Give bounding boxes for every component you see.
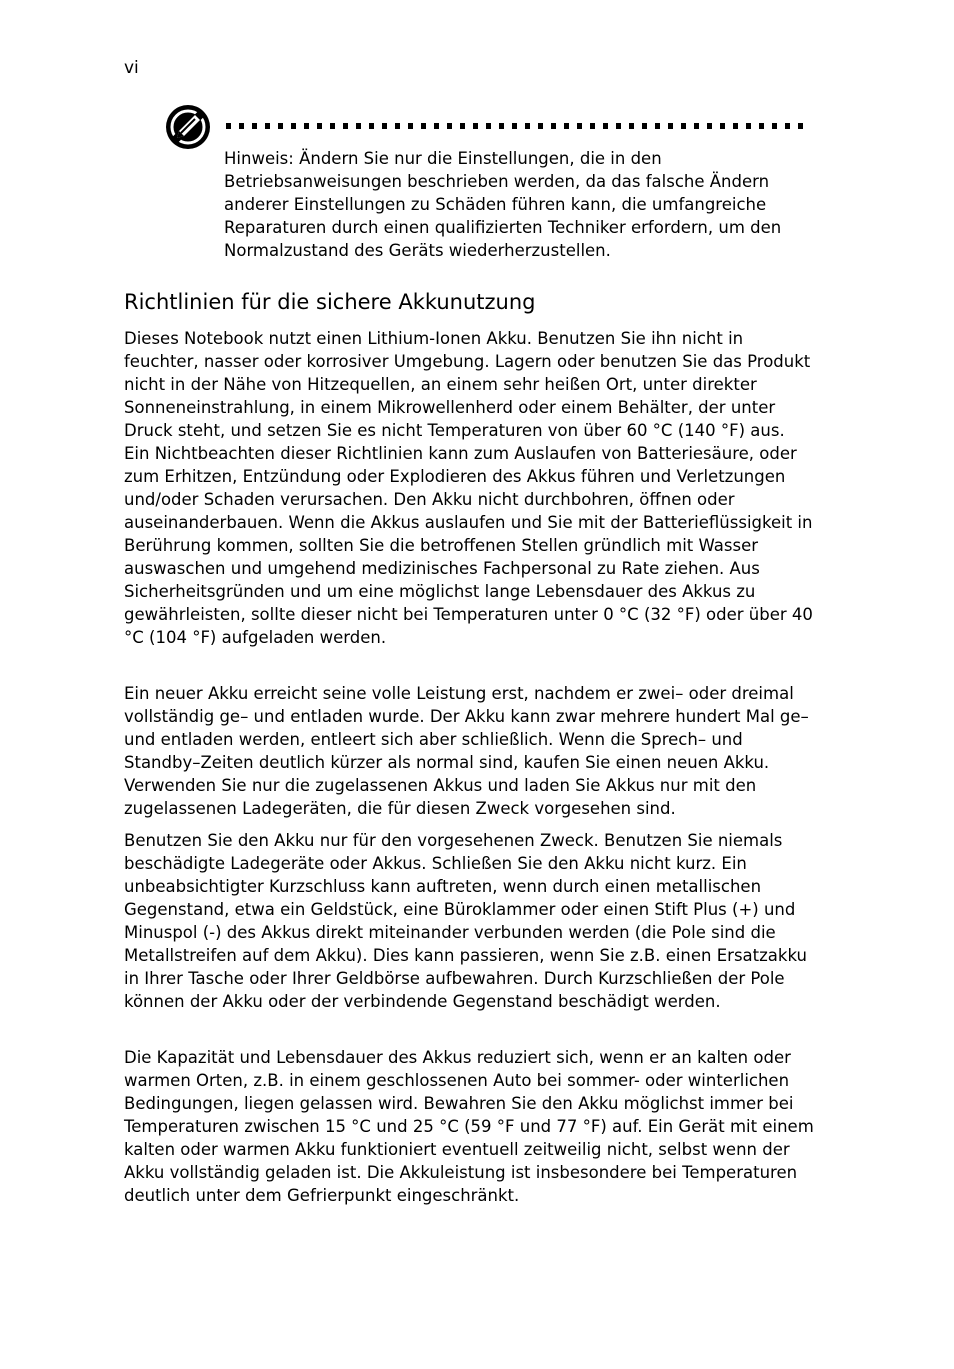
page-number: vi — [124, 58, 139, 78]
note-box — [224, 147, 814, 262]
paragraph-temperature: Die Kapazität und Lebensdauer des Akkus reduziert sich, wenn er an kalten oder warmen Orten, z.B. in einem geschlossenen Auto bei sommer- oder winterlichen Bedingungen, liegen gelassen wird. Bewahren Sie den Akku möglichst immer bei Temperaturen zwischen 15 °C und 25 °C (59 °F und 77 °F) auf. Ein Gerät mit einem kalten oder warmen Akku funktioniert eventuell zeitweilig nicht, selbst wenn der Akku vollständig geladen ist. Die Akkuleistung ist insbesondere bei Temperaturen deutlich unter dem Gefrierpunkt eingeschränkt. — [124, 1048, 814, 1205]
paragraph-short-circuit: Benutzen Sie den Akku nur für den vorgesehenen Zweck. Benutzen Sie niemals beschädigte Ladegeräte oder Akkus. Schließen Sie den Akku nicht kurz. Ein unbeabsichtigter Kurzschluss kann auftreten, wenn durch einen metallischen Gegenstand, etwa ein Geldstück, eine Büroklammer oder einen Stift Plus (+) und Minuspol (-) des Akkus direkt miteinander verbunden werden (die Pole sind die Metallstreifen auf dem Akku). Dies kann passieren, wenn Sie z.B. einen Ersatzakku in Ihrer Tasche oder Ihrer Geldbörse aufbewahren. Durch Kurzschließen der Pole können der Akku oder der verbindende Gegenstand beschädigt werden. — [124, 831, 807, 1011]
note-text: Ändern Sie nur die Einstellungen, die in den Betriebsanweisungen beschrieben werden, da das falsche Ändern anderer Einstellungen zu Schäden führen kann, die umfangreiche Reparaturen durch einen qualifizierten Techniker erfordern, um den Normalzustand des Geräts wiederherzustellen. — [224, 149, 782, 260]
section-heading: Richtlinien für die sichere Akkunutzung — [124, 290, 536, 314]
note-pen-icon — [165, 104, 211, 150]
paragraph-new-battery: Ein neuer Akku erreicht seine volle Leistung erst, nachdem er zwei– oder dreimal vollständig ge– und entladen wurde. Der Akku kann zwar mehrere hundert Mal ge– und entladen werden, entleert sich aber schließlich. Wenn die Sprech– und Standby–Zeiten deutlich kürzer als normal sind, kaufen Sie einen neuen Akku. Verwenden Sie nur die zugelassenen Akkus und laden Sie Akkus nur mit den zugelassenen Ladegeräten, die für diesen Zweck vorgesehen sind. — [124, 684, 809, 818]
note-label: Hinweis: — [224, 149, 294, 168]
paragraph-lithium-ion: Dieses Notebook nutzt einen Lithium-Ionen Akku. Benutzen Sie ihn nicht in feuchter, nasser oder korrosiver Umgebung. Lagern oder benutzen Sie das Produkt nicht in der Nähe von Hitzequellen, an einem sehr heißen Ort, unter direkter Sonneneinstrahlung, in einem Mikrowellenherd oder einem Behälter, der unter Druck steht, und setzen Sie es nicht Temperaturen von über 60 °C (140 °F) aus. Ein Nichtbeachten dieser Richtlinien kann zum Auslaufen von Batteriesäure, oder zum Erhitzen, Entzündung oder Explodieren des Akkus führen und Verletzungen und/oder Schaden verursachen. Den Akku nicht durchbohren, öffnen oder auseinanderbauen. Wenn die Akkus auslaufen und Sie mit der Batterieflüssigkeit in Berührung kommen, sollten Sie die betroffenen Stellen gründlich mit Wasser auswaschen und umgehend medizinisches Fachpersonal zu Rate ziehen. Aus Sicherheitsgründen und um eine möglichst lange Lebensdauer des Akkus zu gewährleisten, sollte dieser nicht bei Temperaturen unter 0 °C (32 °F) oder über 40 °C (104 °F) aufgeladen werden. — [124, 329, 813, 647]
note-divider — [226, 123, 809, 129]
